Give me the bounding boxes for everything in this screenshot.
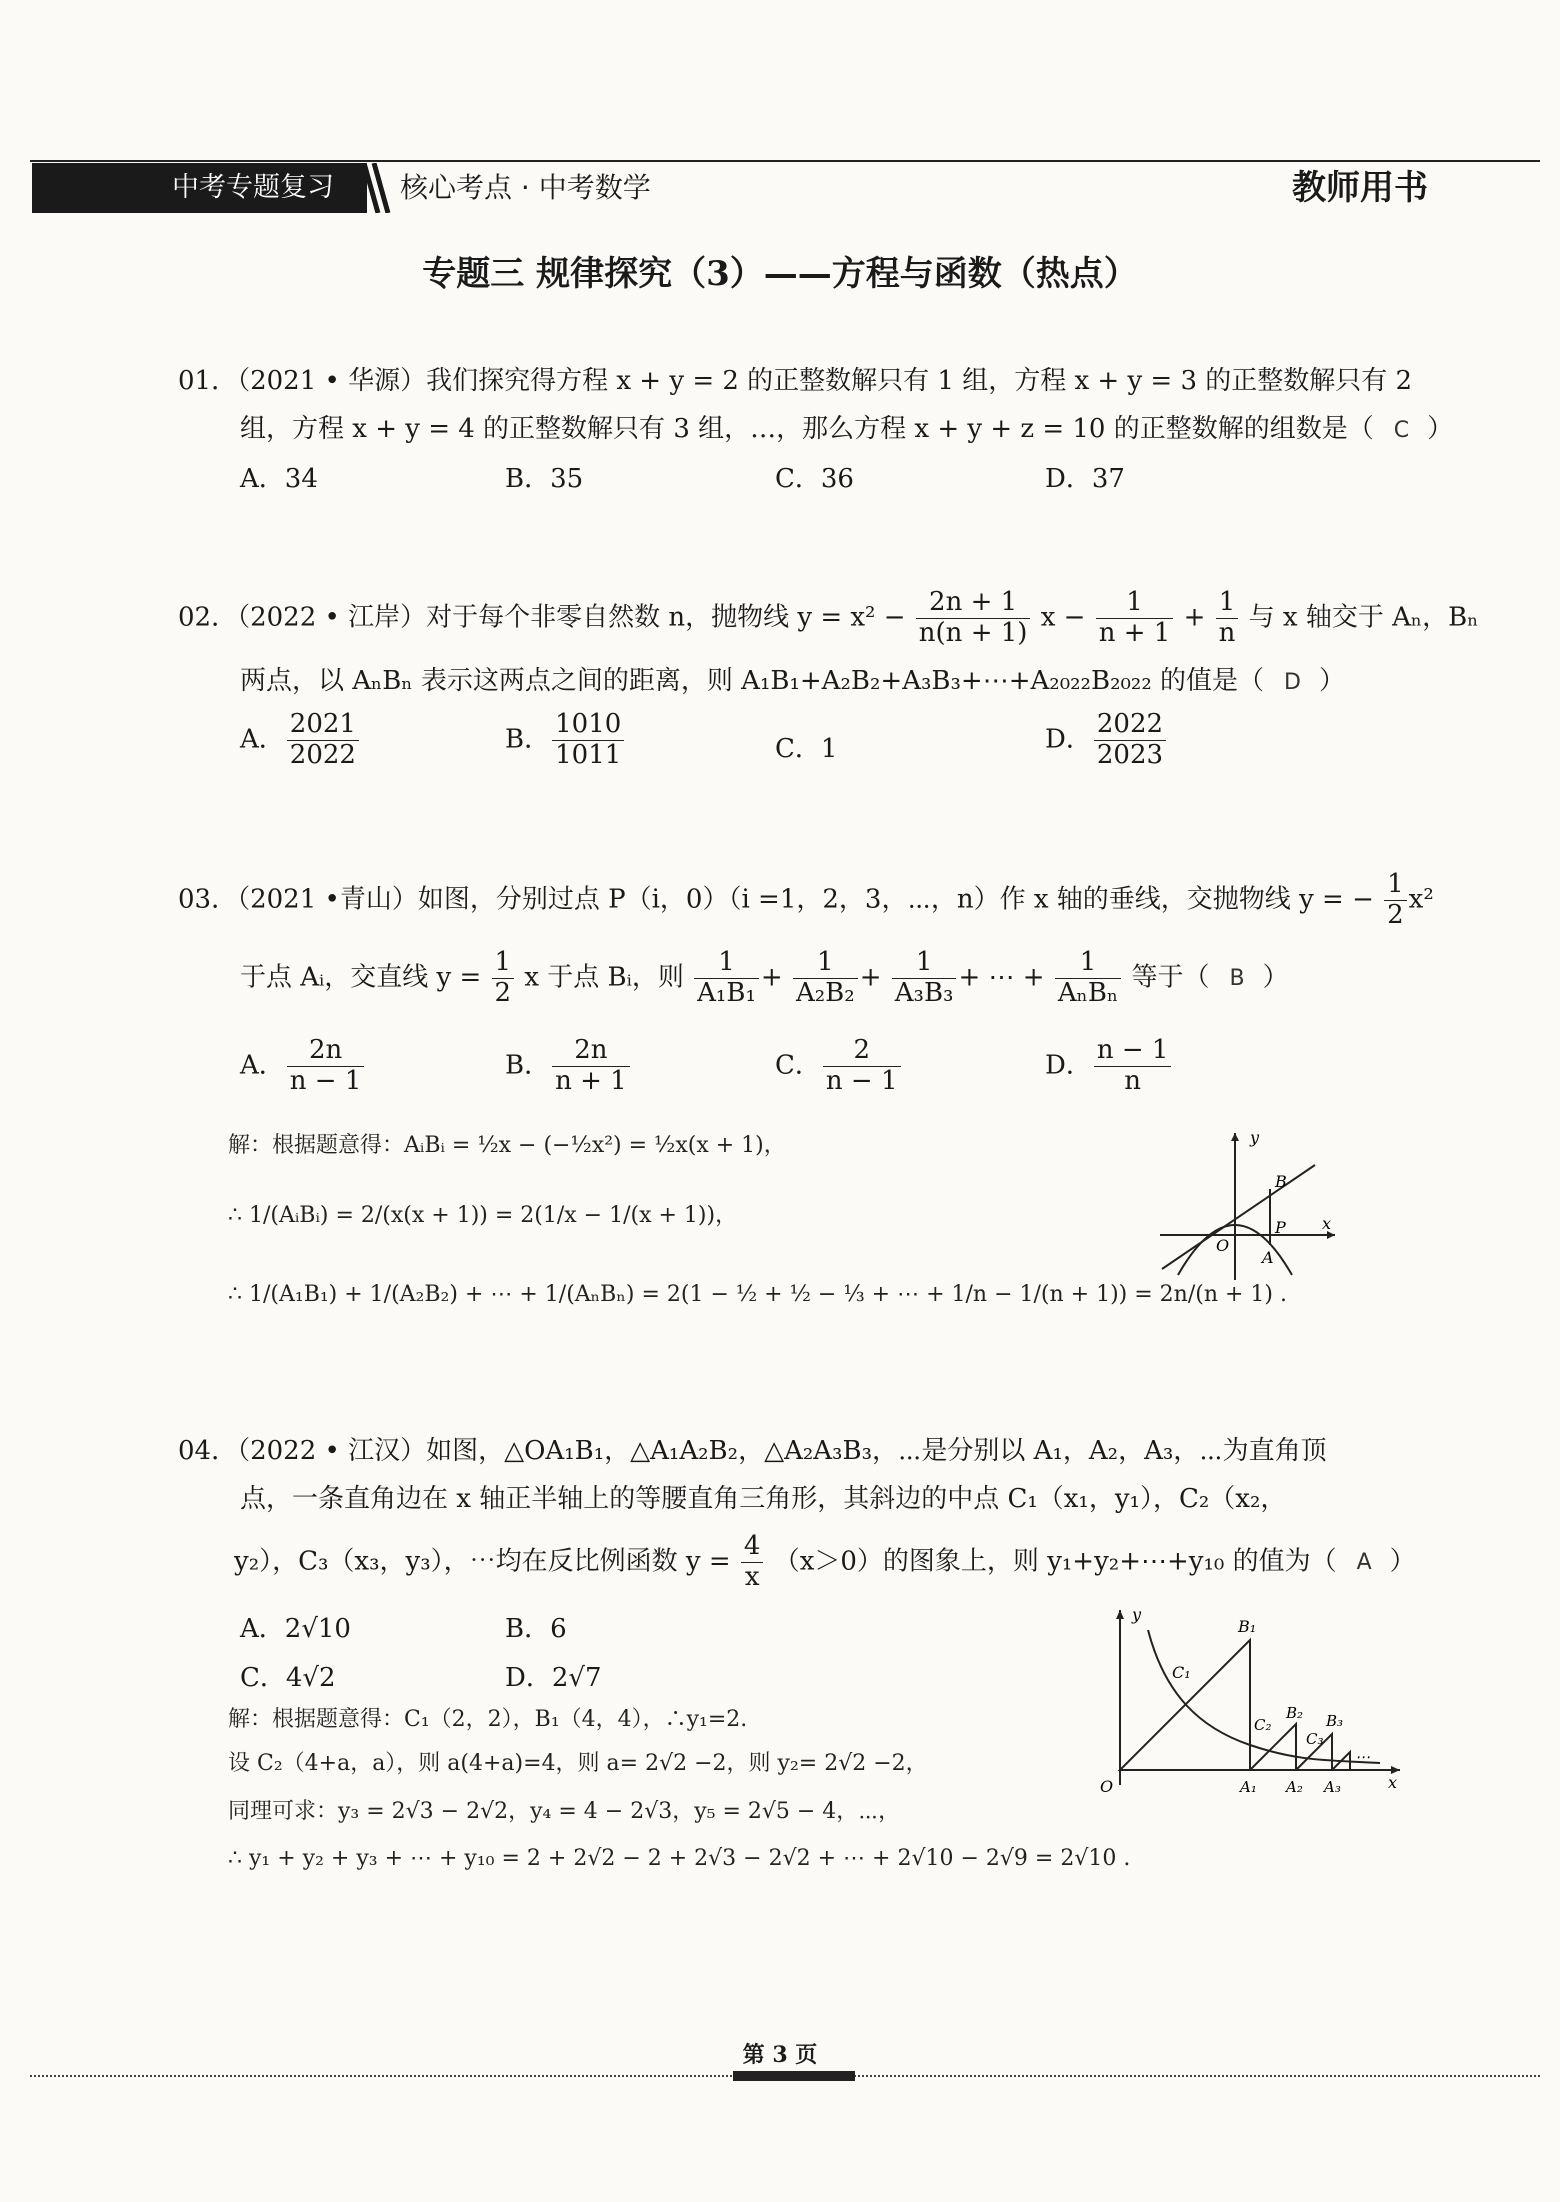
q3-option-a: A． $\frac{2n}{n - 1}$ (240, 1036, 366, 1097)
q4-fig-label-c2: C₂ (1254, 1716, 1272, 1734)
q2-option-d: D． $\frac{2022}{2023}$ (1045, 710, 1168, 771)
q4-triangle-1 (1120, 1640, 1250, 1770)
q3-figure (1150, 1125, 1350, 1290)
q4-hyperbola (1148, 1630, 1380, 1763)
q2-frac1: $\frac{2n + 1}{n(n + 1)}$ (916, 588, 1031, 649)
q3-solution-2: ∴ 1/(AᵢBᵢ) = 2/(x(x + 1)) = 2(1/x − 1/(x + 1))， (228, 1203, 738, 1228)
q1-option-b: B．35 (505, 464, 584, 494)
q4-fig-label-a1: A₁ (1240, 1778, 1257, 1796)
q4-option-d: D．2√7 (505, 1663, 602, 1693)
q2-answer: D (1284, 670, 1301, 695)
q4-solution-2: 设 C₂（4+a，a），则 a(4+a)=4，则 a= 2√2 −2，则 y₂= 2√2 −2， (228, 1751, 928, 1776)
q2-frac2: $\frac{1}{n + 1}$ (1096, 588, 1174, 649)
q4-solution-1: 解：根据题意得：C₁（2，2），B₁（4，4），∴y₁=2. (228, 1707, 748, 1732)
q3-line2: 于点 Aᵢ，交直线 y = $\frac{1}{2}$ x 于点 Bᵢ，则 $\frac{1}{\text{A₁B₁}}$ + $\frac{1}{\text{A₂B₂}}$ + $\frac{1}{\text{A₃B₃}}$ + ⋯ + $\frac{1}{\text{AₙBₙ}}$ 等于（ B ） (240, 947, 1289, 1008)
header-tab: 中考专题复习 (32, 163, 367, 213)
q2-option-b: B． $\frac{1010}{1011}$ (505, 710, 626, 771)
q1-option-d: D．37 (1045, 464, 1125, 494)
q1-answer: C (1393, 418, 1410, 443)
q4-line3: y₂），C₃（x₃，y₃），⋯均在反比例函数 y = $\frac{4}{x}$ （x＞0）的图象上，则 y₁+y₂+⋯+y₁₀ 的值为（ A ） (234, 1531, 1416, 1592)
q4-option-b: B．6 (505, 1614, 567, 1644)
footer-tab (733, 2071, 855, 2081)
q3-fig-label-x: x (1322, 1214, 1332, 1233)
q3-fig-label-p: P (1275, 1218, 1286, 1237)
page-title: 专题三 规律探究（3）——方程与函数（热点） (422, 254, 1138, 294)
q1-option-c: C．36 (775, 464, 854, 494)
q3-fig-label-o: O (1216, 1236, 1230, 1255)
q1-line2: 组，方程 x + y = 4 的正整数解只有 3 组，…，那么方程 x + y + z = 10 的正整数解的组数是（ C ） (240, 414, 1454, 444)
q4-line2: 点，一条直角边在 x 轴正半轴上的等腰直角三角形，其斜边的中点 C₁（x₁，y₁），C₂（x₂， (240, 1484, 1287, 1514)
q3-fig-label-a: A (1262, 1248, 1274, 1267)
q2-frac3: $\frac{1}{n}$ (1216, 588, 1239, 649)
q4-line1: 04．（2022 • 江汉）如图，△OA₁B₁，△A₁A₂B₂，△A₂A₃B₃，⋯是分别以 A₁，A₂，A₃，⋯为直角顶 (178, 1436, 1327, 1466)
q2-line2: 两点，以 AₙBₙ 表示这两点之间的距离，则 A₁B₁+A₂B₂+A₃B₃+⋯+A₂₀₂₂B₂₀₂₂ 的值是（ D ） (240, 666, 1345, 696)
page-number: 第 3 页 (742, 2042, 818, 2068)
q3-line (1162, 1165, 1315, 1269)
q4-solution-3: 同理可求：y₃ = 2√3 − 2√2，y₄ = 4 − 2√3，y₅ = 2√5 − 4，⋯， (228, 1799, 901, 1824)
q4-option-c: C．4√2 (240, 1663, 336, 1693)
q1-line1: 01．（2021 • 华源）我们探究得方程 x + y = 2 的正整数解只有 1 组，方程 x + y = 3 的正整数解只有 2 (178, 366, 1413, 396)
q4-fig-label-ellipsis: ⋯ (1355, 1748, 1370, 1766)
q4-fig-label-b3: B₃ (1326, 1712, 1344, 1730)
q2-option-a: A． $\frac{2021}{2022}$ (240, 710, 361, 771)
q4-fig-label-y: y (1132, 1605, 1142, 1624)
q4-fig-label-b1: B₁ (1238, 1617, 1257, 1636)
header-subtitle: 核心考点 · 中考数学 (400, 171, 651, 204)
q4-fig-label-o: O (1100, 1777, 1114, 1796)
q3-option-c: C． $\frac{2}{n - 1}$ (775, 1036, 903, 1097)
q4-fig-label-a3: A₃ (1324, 1778, 1341, 1796)
q4-fig-label-x: x (1388, 1773, 1398, 1792)
q3-fig-label-y: y (1250, 1128, 1260, 1147)
q4-solution-4: ∴ y₁ + y₂ + y₃ + ⋯ + y₁₀ = 2 + 2√2 − 2 + 2√3 − 2√2 + ⋯ + 2√10 − 2√9 = 2√10 . (228, 1846, 1131, 1871)
q4-option-a: A．2√10 (240, 1614, 351, 1644)
q3-option-d: D． $\frac{n - 1}{n}$ (1045, 1036, 1173, 1097)
q2-line1: 02．（2022 • 江岸）对于每个非零自然数 n，抛物线 y = x² − $\frac{2n + 1}{n(n + 1)}$ x − $\frac{1}{n + 1}$ + $\frac{1}{n}$ 与 x 轴交于 Aₙ，Bₙ (178, 587, 1479, 648)
q4-fig-label-a2: A₂ (1286, 1778, 1303, 1796)
q3-solution-1: 解：根据题意得：AᵢBᵢ = ½x − (−½x²) = ½x(x + 1)， (228, 1133, 786, 1158)
q3-fig-label-b: B (1275, 1172, 1287, 1191)
q4-answer: A (1356, 1550, 1372, 1576)
q1-option-a: A．34 (240, 464, 318, 494)
q3-option-b: B． $\frac{2n}{n + 1}$ (505, 1036, 632, 1097)
q4-figure (1080, 1600, 1420, 1810)
header-right-label: 教师用书 (1292, 168, 1428, 208)
q3-solution-3: ∴ 1/(A₁B₁) + 1/(A₂B₂) + ⋯ + 1/(AₙBₙ) = 2(1 − ½ + ½ − ⅓ + ⋯ + 1/n − 1/(n + 1)) = 2n/(n + 1) . (228, 1282, 1287, 1307)
header-slashes (360, 163, 394, 217)
q3-line1: 03．（2021 •青山）如图，分别过点 P（i，0）（i =1，2，3，⋯，n）作 x 轴的垂线，交抛物线 y = − $\frac{1}{2}$ x² (178, 869, 1434, 930)
q4-fig-label-b2: B₂ (1286, 1704, 1304, 1722)
q4-fig-label-c3: C₃ (1306, 1730, 1324, 1748)
q3-answer: B (1229, 966, 1245, 992)
q4-fig-label-c1: C₁ (1172, 1663, 1191, 1682)
q2-option-c: C．1 (775, 734, 838, 764)
